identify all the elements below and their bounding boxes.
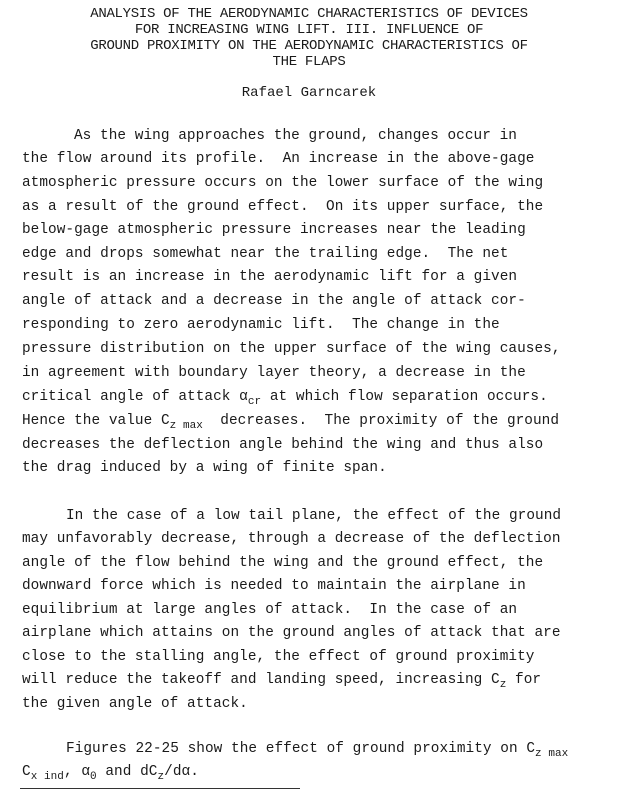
- p1-line-10: pressure distribution on the upper surface of the wing causes,: [22, 341, 561, 357]
- p1-line-5: below-gage atmospheric pressure increases near the leading: [22, 222, 526, 238]
- d-alpha-text: /dα.: [164, 764, 199, 780]
- p1-line-4: as a result of the ground effect. On its upper surface, the: [22, 199, 544, 215]
- p2-line-8: [22, 672, 542, 691]
- author-name: Rafael Garncarek: [241, 85, 377, 101]
- p1-line-13-pre: Hence the value C: [22, 413, 170, 429]
- p2-line-2: may unfavorably decrease, through a decrease of the deflection: [22, 531, 561, 547]
- p1-line-12: [22, 389, 548, 408]
- p1-line-8: angle of attack and a decrease in the angle of attack cor-: [22, 293, 526, 309]
- p1-line-1: As the wing approaches the ground, changes occur in: [74, 128, 517, 144]
- p2-line-5: equilibrium at large angles of attack. In the case of an: [22, 602, 518, 618]
- p1-line-13-post: decreases. The proximity of the ground: [202, 413, 560, 429]
- p1-line-3: atmospheric pressure occurs on the lower surface of the wing: [22, 175, 544, 191]
- p1-line-2: the flow around its profile. An increase in the above-gage: [22, 151, 535, 167]
- p2-line-7: close to the stalling angle, the effect of ground proximity: [22, 649, 535, 665]
- cx-symbol: C: [22, 764, 31, 780]
- p1-line-12-post: at which flow separation occurs.: [261, 389, 548, 405]
- p3-line-1: [66, 741, 569, 760]
- p2-line-9: the given angle of attack.: [22, 696, 248, 712]
- p1-line-6: edge and drops somewhat near the trailing edge. The net: [22, 246, 509, 262]
- alpha-zero-subscript: 0: [90, 770, 97, 783]
- p3-line-1-pre: Figures 22-25 show the effect of ground proximity on C: [66, 741, 536, 757]
- p2-line-6: airplane which attains on the ground angles of attack that are: [22, 625, 561, 641]
- p1-line-15: the drag induced by a wing of finite span.: [22, 460, 387, 476]
- p1-line-9: responding to zero aerodynamic lift. The change in the: [22, 317, 500, 333]
- p3-line-2: [22, 764, 199, 783]
- p2-line-4: downward force which is needed to maintain the airplane in: [22, 578, 526, 594]
- footnote-rule: [20, 788, 300, 789]
- p1-line-14: decreases the deflection angle behind the wing and thus also: [22, 437, 544, 453]
- cz-max-subscript-2: z max: [535, 747, 569, 760]
- title-line-1: ANALYSIS OF THE AERODYNAMIC CHARACTERISTICS OF DEVICES: [90, 6, 528, 22]
- alpha-cr-subscript: cr: [247, 395, 262, 408]
- p2-line-3: angle of the flow behind the wing and the ground effect, the: [22, 555, 544, 571]
- p2-line-8-pre: will reduce the takeoff and landing speed, increasing C: [22, 672, 500, 688]
- cz-max-subscript: z max: [169, 419, 203, 432]
- title-line-2: FOR INCREASING WING LIFT. III. INFLUENCE OF: [134, 22, 484, 38]
- p1-line-11: in agreement with boundary layer theory, a decrease in the: [22, 365, 526, 381]
- p2-line-1: In the case of a low tail plane, the effect of the ground: [66, 508, 562, 524]
- p1-line-7: result is an increase in the aerodynamic lift for a given: [22, 269, 518, 285]
- cz-subscript: z: [499, 678, 507, 691]
- title-line-4: THE FLAPS: [272, 54, 346, 70]
- p2-line-8-post: for: [506, 672, 542, 688]
- cx-ind-subscript: x ind: [30, 770, 64, 783]
- and-dc-text: and dC: [96, 764, 158, 780]
- title-line-3: GROUND PROXIMITY ON THE AERODYNAMIC CHARACTERISTICS OF: [90, 38, 528, 54]
- p1-line-13: [22, 413, 560, 432]
- dcz-subscript: z: [157, 770, 165, 783]
- p1-line-12-pre: critical angle of attack α: [22, 389, 248, 405]
- alpha-symbol: , α: [63, 764, 91, 780]
